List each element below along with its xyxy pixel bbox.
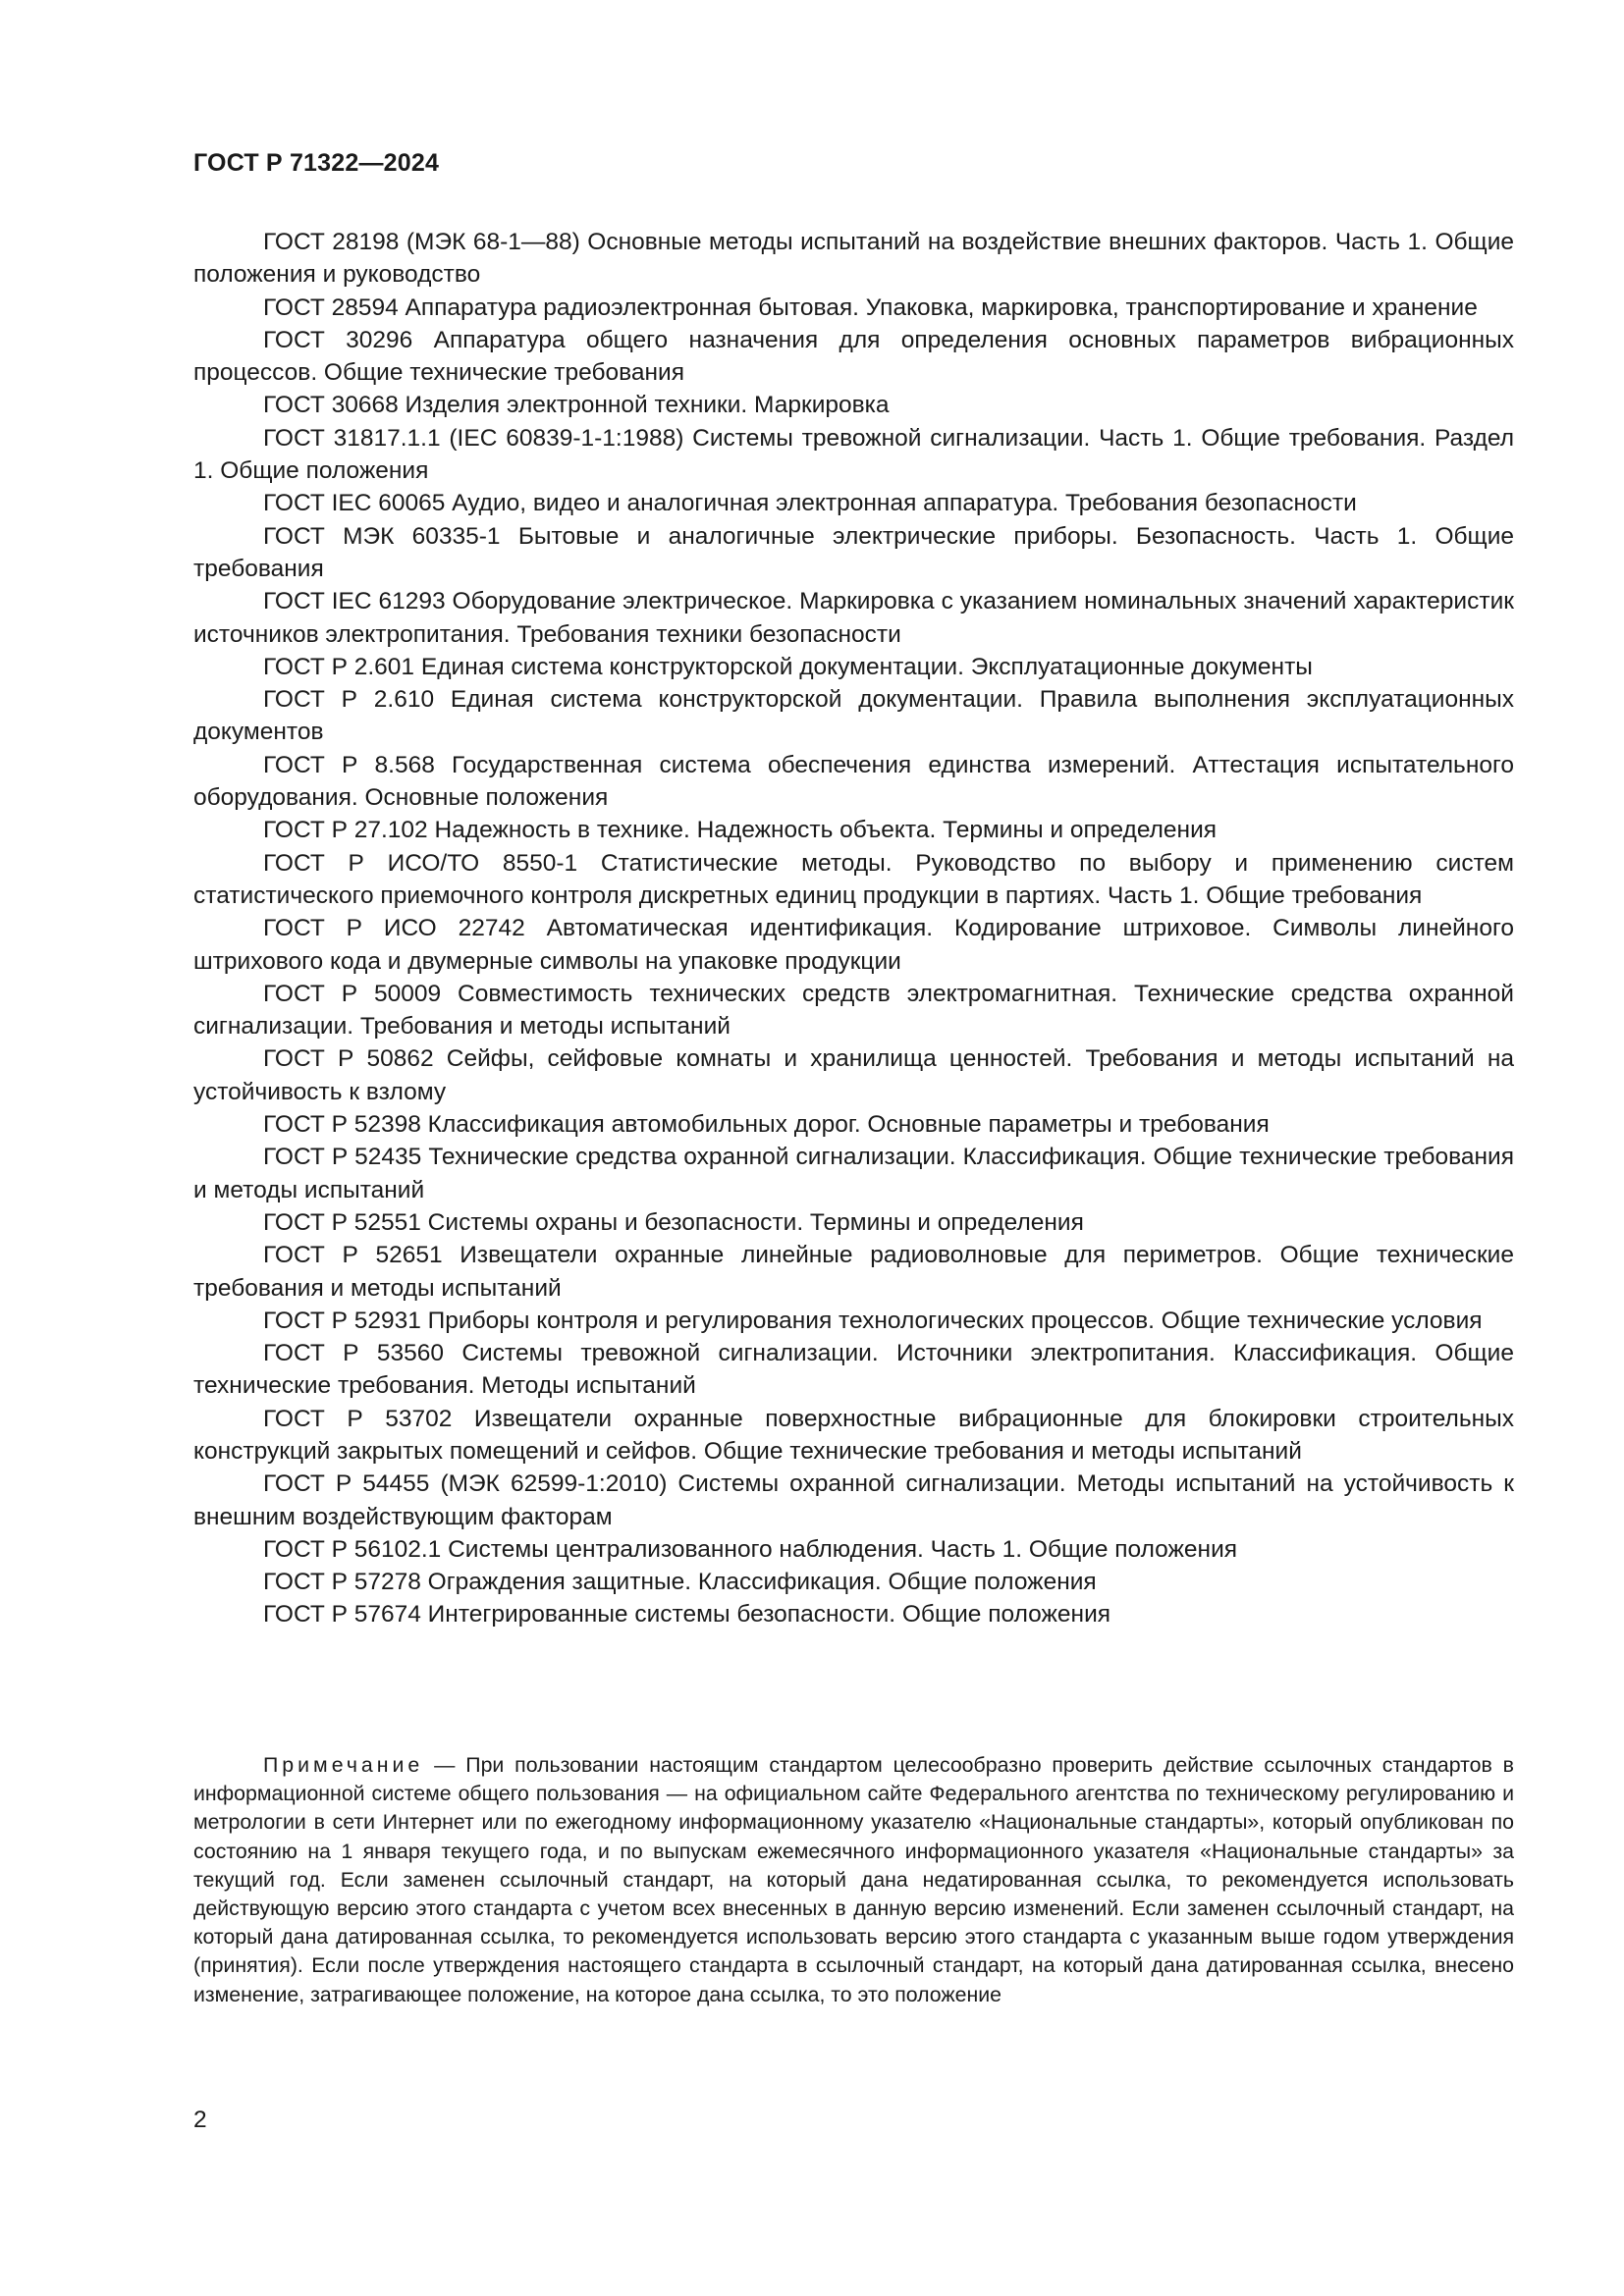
reference-item: ГОСТ Р 54455 (МЭК 62599-1:2010) Системы охранной сигнализации. Методы испытаний на устойчивость к внешним воздействующим факторам [193, 1470, 1514, 1530]
reference-item: ГОСТ Р 57278 Ограждения защитные. Классификация. Общие положения [263, 1569, 1097, 1596]
reference-item: ГОСТ Р 53560 Системы тревожной сигнализации. Источники электропитания. Классификация. Общие технические требования. Методы испытаний [193, 1340, 1514, 1400]
reference-item: ГОСТ 30668 Изделия электронной техники. Маркировка [263, 392, 890, 419]
note-paragraph [193, 1751, 1514, 2009]
reference-item: ГОСТ 30296 Аппаратура общего назначения для определения основных параметров вибрационных процессов. Общие технические требования [193, 326, 1514, 387]
reference-item: ГОСТ Р 50862 Сейфы, сейфовые комнаты и хранилища ценностей. Требования и методы испытаний на устойчивость к взлому [193, 1045, 1514, 1105]
reference-item: ГОСТ Р 50009 Совместимость технических средств электромагнитная. Технические средства охранной сигнализации. Требования и методы испытаний [193, 980, 1514, 1041]
note-label: Примечание [263, 1753, 424, 1777]
reference-item: ГОСТ Р 2.601 Единая система конструкторской документации. Эксплуатационные документы [263, 653, 1313, 680]
reference-item: ГОСТ Р 53702 Извещатели охранные поверхностные вибрационные для блокировки строительных конструкций закрытых помещений и сейфов. Общие технические требования и методы испытаний [193, 1405, 1514, 1465]
note-text: — При пользовании настоящим стандартом целесообразно проверить действие ссылочных стандартов в информационной системе общего пользования — на официальном сайте Федерального агентства по техническому регулированию и метрологии в сети Интернет или по ежегодному информационному указателю «Национальные стандарты», который опубликован по состоянию на 1 января текущего года, и по выпускам ежемесячного информационного указателя «Национальные стандарты» за текущий год. Если заменен ссылочный стандарт, на который дана недатированная ссылка, то рекомендуется использовать действующую версию этого стандарта с учетом всех внесенных в данную версию изменений. Если заменен ссылочный стандарт, на который дана датированная ссылка, то рекомендуется использовать версию этого стандарта с указанным выше годом утверждения (принятия). Если после утверждения настоящего стандарта в ссылочный стандарт, на который дана датированная ссылка, внесено изменение, затрагивающее положение, на которое дана ссылка, то это положение [193, 1753, 1514, 2006]
reference-item: ГОСТ Р 27.102 Надежность в технике. Надежность объекта. Термины и определения [263, 817, 1218, 844]
reference-item: ГОСТ Р ИСО 22742 Автоматическая идентификация. Кодирование штриховое. Символы линейного штрихового кода и двумерные символы на упаковке продукции [193, 915, 1514, 975]
reference-item: ГОСТ Р ИСО/ТО 8550-1 Статистические методы. Руководство по выбору и применению систем статистического приемочного контроля дискретных единиц продукции в партиях. Часть 1. Общие требования [193, 849, 1514, 909]
reference-item: ГОСТ IEC 60065 Аудио, видео и аналогичная электронная аппаратура. Требования безопасности [263, 490, 1357, 517]
normative-references-list [193, 226, 1514, 1631]
reference-item: ГОСТ Р 8.568 Государственная система обеспечения единства измерений. Аттестация испытательного оборудования. Основные положения [193, 751, 1514, 812]
reference-item: ГОСТ Р 52398 Классификация автомобильных дорог. Основные параметры и требования [263, 1111, 1270, 1139]
reference-item: ГОСТ МЭК 60335-1 Бытовые и аналогичные электрические приборы. Безопасность. Часть 1. Общие требования [193, 522, 1514, 582]
reference-item: ГОСТ Р 57674 Интегрированные системы безопасности. Общие положения [263, 1601, 1111, 1629]
reference-item: ГОСТ Р 52651 Извещатели охранные линейные радиоволновые для периметров. Общие технические требования и методы испытаний [193, 1242, 1514, 1302]
reference-item: ГОСТ Р 56102.1 Системы централизованного наблюдения. Часть 1. Общие положения [263, 1535, 1238, 1563]
reference-item: ГОСТ Р 52435 Технические средства охранной сигнализации. Классификация. Общие технические требования и методы испытаний [193, 1144, 1514, 1203]
reference-item: ГОСТ 31817.1.1 (IEC 60839-1-1:1988) Системы тревожной сигнализации. Часть 1. Общие требования. Раздел 1. Общие положения [193, 424, 1514, 485]
document-code-header: ГОСТ Р 71322—2024 [193, 149, 440, 177]
reference-item: ГОСТ Р 52931 Приборы контроля и регулирования технологических процессов. Общие технические условия [263, 1307, 1483, 1334]
reference-item: ГОСТ 28198 (МЭК 68-1—88) Основные методы испытаний на воздействие внешних факторов. Часть 1. Общие положения и руководство [193, 229, 1514, 289]
reference-item: ГОСТ Р 2.610 Единая система конструкторской документации. Правила выполнения эксплуатационных документов [193, 686, 1514, 746]
page-number: 2 [193, 2107, 207, 2133]
reference-item: ГОСТ 28594 Аппаратура радиоэлектронная бытовая. Упаковка, маркировка, транспортирование и хранение [263, 294, 1478, 321]
reference-item: ГОСТ Р 52551 Системы охраны и безопасности. Термины и определения [263, 1208, 1084, 1236]
reference-item: ГОСТ IEC 61293 Оборудование электрическое. Маркировка с указанием номинальных значений характеристик источников электропитания. Требования техники безопасности [193, 588, 1514, 648]
